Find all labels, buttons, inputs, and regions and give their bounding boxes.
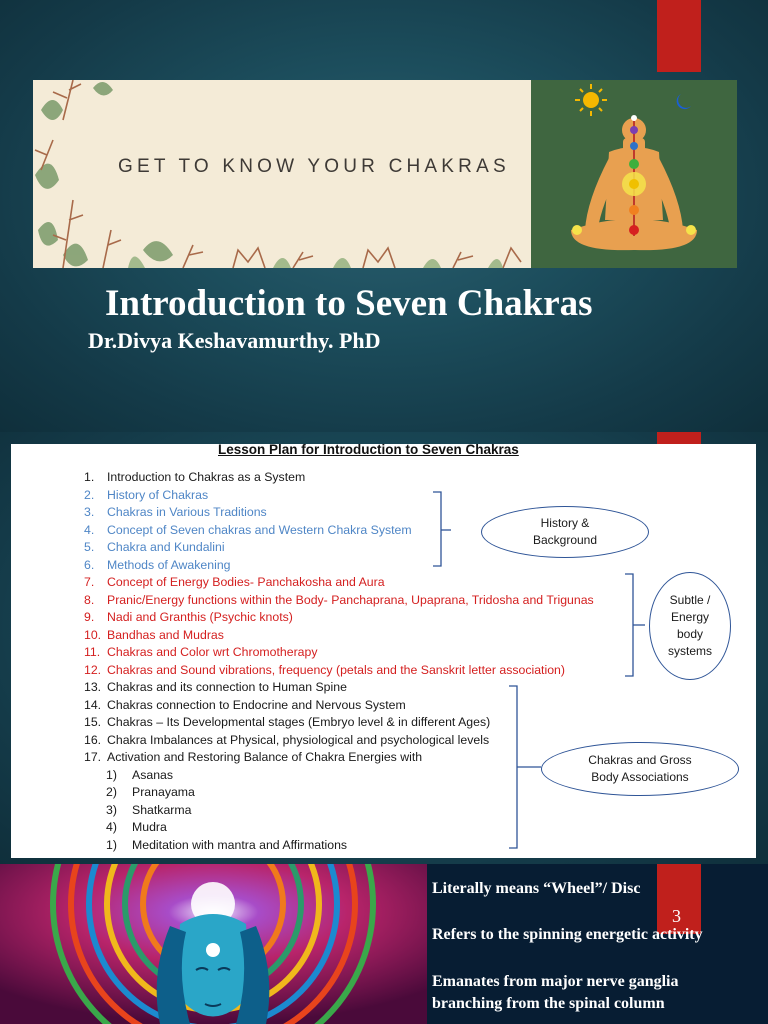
lesson-item-number: 13. [84,680,102,694]
lesson-subitem-text: Pranayama [132,785,195,799]
lesson-item [84,610,293,625]
yogi-icon [531,80,737,268]
subtle-label-line1: Subtle / [669,593,711,607]
lesson-item-number: 8. [84,592,95,607]
lesson-subitem-number: 1) [106,767,117,782]
lesson-subitem-number: 4) [106,820,117,834]
lesson-item-number: 10. [84,627,102,642]
lesson-subitem-number: 1) [106,837,117,852]
sun-icon [575,84,607,116]
moon-icon [677,94,691,109]
lesson-item-text: Concept of Energy Bodies- Panchakosha and Aura [107,575,385,589]
lesson-plan-heading: Lesson Plan for Introduction to Seven Chakras [218,442,519,457]
lesson-item-text: Chakras in Various Traditions [107,505,267,519]
lesson-item-text: Bandhas and Mudras [107,627,224,642]
bullet-spinning: Refers to the spinning energetic activity [432,926,703,943]
lesson-subitem-text: Asanas [132,767,174,782]
chakra-banner [33,80,737,268]
lesson-subitem [106,785,195,800]
lesson-item-number: 1. [84,470,95,484]
lesson-item [84,645,318,660]
lesson-subitem-number: 3) [106,802,117,817]
subtle-label-line2: Energy [670,610,709,624]
red-accent-tab [657,0,701,72]
lesson-item [84,715,490,730]
lesson-item-text: Concept of Seven chakras and Western Chakra System [107,522,412,537]
subtle-energy-ellipse [649,572,731,680]
lesson-subitem-text: Meditation with mantra and Affirmations [132,837,348,852]
lesson-item-number: 12. [84,662,102,677]
gross-label-line1: Chakras and Gross [588,753,692,767]
bullet-nerve-line1: Emanates from major nerve ganglia [432,973,679,990]
history-background-ellipse [481,506,649,558]
lesson-item [84,733,489,748]
lesson-item-text: Chakra Imbalances at Physical, physiological and psychological levels [107,732,490,747]
chakra-mandala-image [0,864,427,1024]
history-label-line2: Background [532,533,598,547]
bullet-nerve-line2: branching from the spinal column [432,995,665,1012]
author-name: Dr.Divya Keshavamurthy. PhD [88,328,381,353]
lesson-item [84,470,305,485]
lesson-item [84,680,347,695]
lesson-item [84,575,385,590]
history-label-line1: History & [540,516,590,530]
lesson-item-text: Chakras and Sound vibrations, frequency (petals and the Sanskrit letter association) [107,662,565,677]
lesson-item [84,558,231,573]
lesson-item [84,488,208,503]
lesson-subitem-number: 2) [106,785,117,799]
lesson-item [84,540,225,555]
lesson-item [84,628,224,643]
lesson-item-text: Chakras – Its Developmental stages (Embryo level & in different Ages) [107,715,491,729]
lesson-item-number: 6. [84,557,95,572]
lesson-item [84,750,422,765]
slide-title: Introduction to Seven Chakras [105,283,593,324]
lesson-subitem [106,768,173,783]
banner-heading: GET TO KNOW YOUR CHAKRAS [118,156,510,177]
lesson-item-text: Methods of Awakening [107,557,231,572]
lesson-item-text: History of Chakras [107,487,209,502]
lesson-item-number: 9. [84,610,95,624]
lesson-item-number: 3. [84,505,95,519]
lesson-subitem [106,838,347,853]
lesson-item-text: Chakras and Color wrt Chromotherapy [107,645,318,659]
page-number: 3 [672,906,681,926]
lesson-item-text: Introduction to Chakras as a System [107,470,306,484]
lesson-item [84,593,594,608]
subtle-label-line3: body [676,627,703,641]
lesson-item-number: 14. [84,697,102,712]
lesson-plan-slide [0,432,768,864]
lesson-item [84,663,565,678]
lesson-item [84,505,267,520]
lesson-item-number: 2. [84,487,95,502]
lesson-subitem [106,803,191,818]
lesson-item-number: 16. [84,732,102,747]
gross-body-ellipse [541,742,739,796]
lesson-item-number: 4. [84,522,95,537]
lesson-item [84,698,406,713]
lesson-item-text: Chakras connection to Endocrine and Nervous System [107,697,406,712]
gross-label-line2: Body Associations [591,770,689,784]
lesson-item-text: Chakra and Kundalini [107,540,225,554]
lesson-item-text: Chakras and its connection to Human Spine [107,680,347,694]
lesson-item-text: Nadi and Granthis (Psychic knots) [107,610,293,624]
lesson-item-number: 11. [84,645,101,659]
chakra-definition-slide [0,864,768,1024]
bullet-wheel: Literally means “Wheel”/ Disc [432,880,641,897]
face-icon [157,914,270,1024]
lesson-item-number: 15. [84,715,102,729]
subtle-label-line4: systems [667,644,712,658]
lesson-plan-panel [11,444,756,858]
lesson-item-number: 5. [84,540,95,554]
lesson-item-text: Pranic/Energy functions within the Body- Panchaprana, Upaprana, Tridosha and Trigunas [107,592,594,607]
lesson-subitem [106,820,167,835]
lesson-subitem-text: Mudra [132,820,167,834]
lesson-subitem-text: Shatkarma [132,802,192,817]
lesson-item-number: 7. [84,575,95,589]
meditating-yogi-image [531,80,737,268]
lesson-item-number: 17. [84,750,102,764]
title-slide [0,0,768,432]
lesson-item-text: Activation and Restoring Balance of Chakra Energies with [107,750,423,764]
lesson-item [84,523,412,538]
